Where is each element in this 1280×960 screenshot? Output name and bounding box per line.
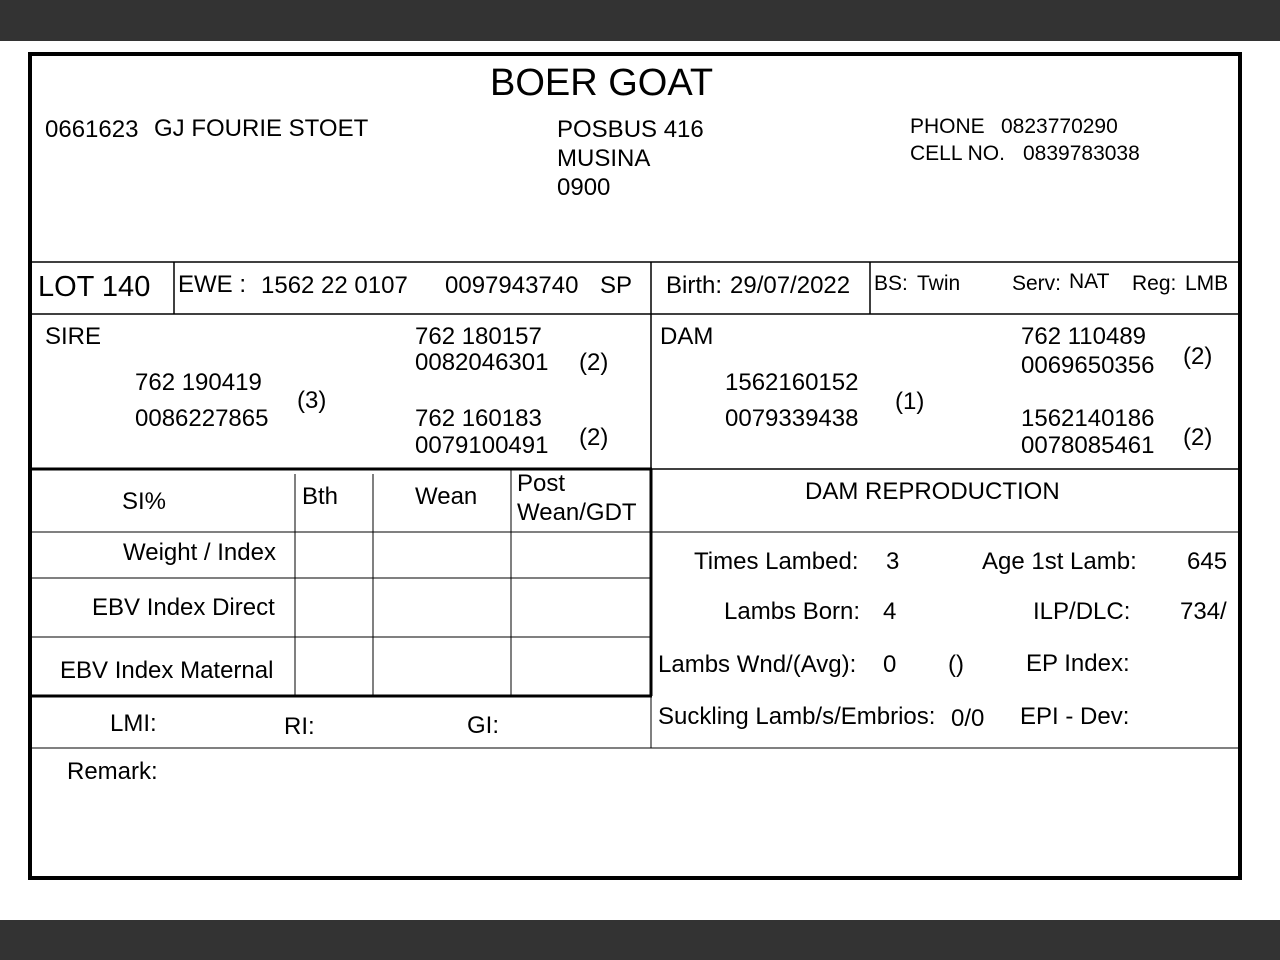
- si-corner-label: SI%: [122, 488, 167, 515]
- ewe-registration: 0097943740: [445, 272, 579, 299]
- ilp-dlc-value: 734/: [1180, 598, 1227, 625]
- sire-sire-registration: 0082046301: [415, 349, 549, 376]
- sire-dam-id: 762 160183: [415, 405, 542, 432]
- sire-sire-count: (2): [579, 349, 609, 376]
- sire-count: (3): [297, 387, 327, 414]
- address-line-1: POSBUS 416: [557, 116, 704, 143]
- si-row-ebv-maternal: EBV Index Maternal: [60, 657, 274, 684]
- dam-label: DAM: [660, 323, 714, 350]
- si-col-wean-gdt: Wean/GDT: [517, 499, 637, 526]
- lambs-weaned-avg: (): [948, 651, 964, 678]
- ilp-dlc-label: ILP/DLC:: [1033, 598, 1131, 625]
- dam-reproduction-title: DAM REPRODUCTION: [805, 478, 1060, 505]
- dam-count: (1): [895, 388, 925, 415]
- ri-label: RI:: [284, 713, 315, 740]
- suckling-label: Suckling Lamb/s/Embrios:: [658, 703, 936, 730]
- ewe-id: 1562 22 0107: [261, 272, 408, 299]
- reg-label: Reg:: [1132, 272, 1177, 295]
- birth-date: 29/07/2022: [730, 272, 851, 299]
- bottom-dark-bar: [0, 920, 1280, 960]
- address-line-3: 0900: [557, 174, 611, 201]
- lot-card: [28, 52, 1242, 880]
- si-col-wean: Wean: [415, 483, 478, 510]
- sire-id: 762 190419: [135, 369, 262, 396]
- ep-index-label: EP Index:: [1026, 650, 1130, 677]
- lot-number: LOT 140: [38, 271, 151, 303]
- card-grid-lines: [28, 52, 1242, 880]
- breeder-name: GJ FOURIE STOET: [154, 115, 369, 142]
- sire-label: SIRE: [45, 323, 102, 350]
- dam-registration: 0079339438: [725, 405, 859, 432]
- dam-sire-count: (2): [1183, 343, 1213, 370]
- lmi-label: LMI:: [110, 710, 157, 737]
- cell-number: 0839783038: [1023, 142, 1140, 165]
- dam-sire-id: 762 110489: [1021, 323, 1147, 350]
- serv-value: NAT: [1069, 270, 1110, 293]
- gi-label: GI:: [467, 712, 500, 739]
- sire-dam-registration: 0079100491: [415, 432, 549, 459]
- si-row-ebv-direct: EBV Index Direct: [92, 594, 275, 621]
- cell-label: CELL NO.: [910, 142, 1005, 165]
- dam-dam-id: 1562140186: [1021, 405, 1155, 432]
- top-dark-bar: [0, 0, 1280, 41]
- ewe-suffix: SP: [600, 272, 633, 299]
- sire-sire-id: 762 180157: [415, 323, 542, 350]
- lambs-born-label: Lambs Born:: [724, 598, 861, 625]
- birth-label: Birth:: [666, 272, 723, 299]
- phone-number: 0823770290: [1001, 115, 1118, 138]
- reg-value: LMB: [1185, 272, 1229, 295]
- epi-dev-label: EPI - Dev:: [1020, 703, 1130, 730]
- lambs-weaned-value: 0: [883, 651, 897, 678]
- ewe-label: EWE :: [178, 271, 247, 298]
- phone-label: PHONE: [910, 115, 985, 138]
- sire-registration: 0086227865: [135, 405, 269, 432]
- dam-sire-registration: 0069650356: [1021, 352, 1155, 379]
- si-row-weight-index: Weight / Index: [123, 539, 276, 566]
- times-lambed-value: 3: [886, 548, 900, 575]
- age-first-lamb-value: 645: [1187, 548, 1228, 575]
- remark-label: Remark:: [67, 758, 158, 785]
- lambs-weaned-label: Lambs Wnd/(Avg):: [658, 651, 857, 678]
- age-first-lamb-label: Age 1st Lamb:: [982, 548, 1137, 575]
- address-line-2: MUSINA: [557, 145, 651, 172]
- lambs-born-value: 4: [883, 598, 897, 625]
- dam-dam-count: (2): [1183, 424, 1213, 451]
- si-col-bth: Bth: [302, 483, 339, 510]
- breeder-number: 0661623: [45, 116, 139, 143]
- card-title: BOER GOAT: [490, 62, 714, 104]
- times-lambed-label: Times Lambed:: [694, 548, 859, 575]
- bs-label: BS:: [874, 272, 908, 295]
- dam-dam-registration: 0078085461: [1021, 432, 1155, 459]
- dam-id: 1562160152: [725, 369, 859, 396]
- serv-label: Serv:: [1012, 272, 1062, 295]
- suckling-value: 0/0: [951, 705, 985, 732]
- si-col-post: Post: [517, 470, 566, 497]
- bs-value: Twin: [917, 272, 961, 295]
- sire-dam-count: (2): [579, 424, 609, 451]
